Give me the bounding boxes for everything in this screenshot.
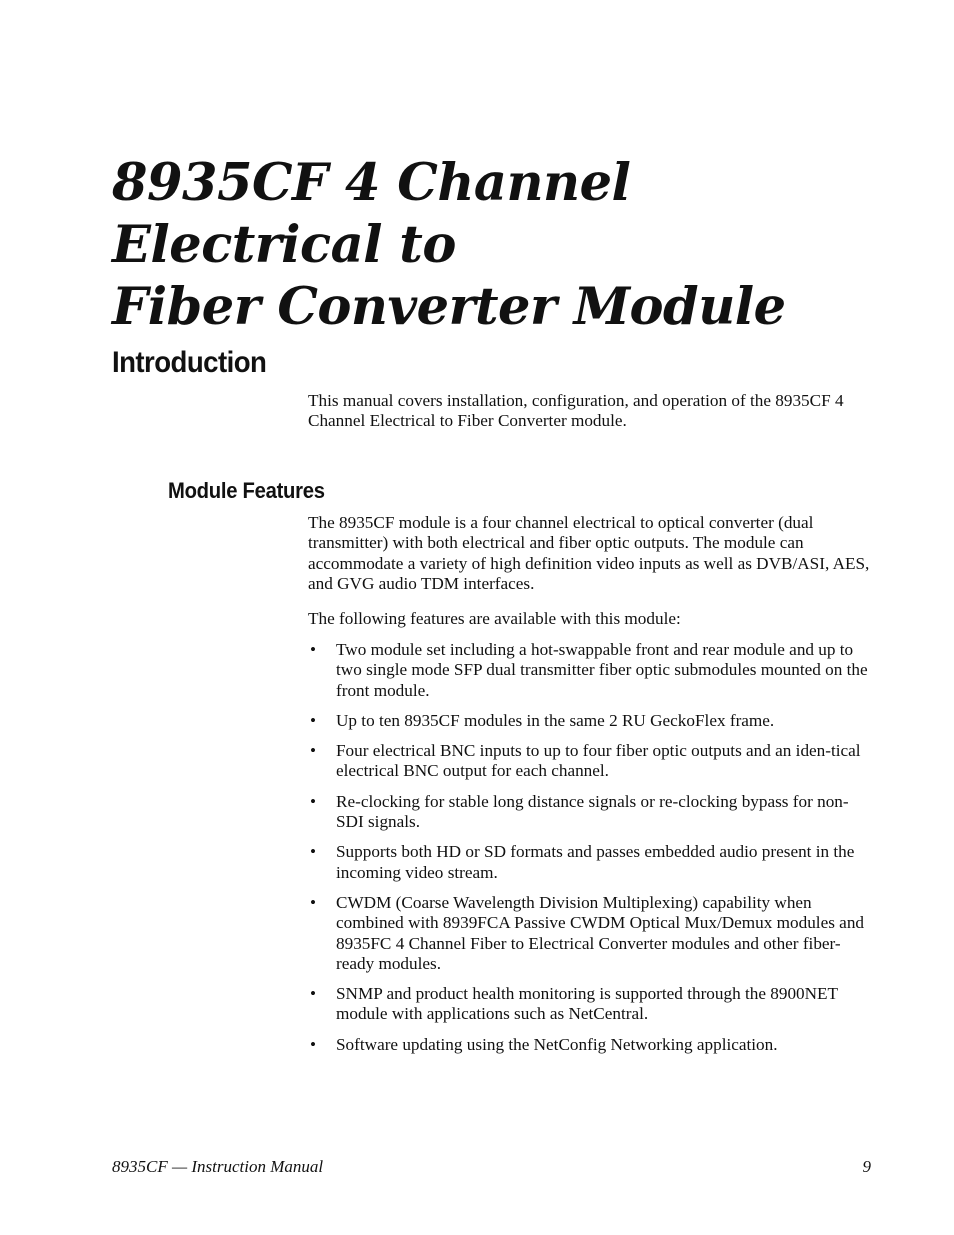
feature-text: Software updating using the NetConfig Networking application. [336,1034,778,1054]
feature-text: CWDM (Coarse Wavelength Division Multiplexing) capability when combined with 8939FCA Passive CWDM Optical Mux/Demux modules and 8935FC 4 Channel Fiber to Electrical Converter modules and other fiber-ready modules. [336,892,865,973]
features-list-item [308,640,874,701]
module-features-paragraph-2: The following features are available with this module: [308,609,681,628]
bullet-icon: • [310,640,317,659]
document-title [112,152,912,338]
footer-manual-title: 8935CF — Instruction Manual [112,1157,324,1176]
bullet-icon: • [310,892,317,912]
feature-text: Supports both HD or SD formats and passes embedded audio present in the incoming video stream. [336,842,855,882]
module-features-heading: Module Features [168,478,325,503]
module-features-paragraph-1: The 8935CF module is a four channel electrical to optical converter (dual transmitter) with both electrical and fiber optic outputs. The module can accommodate a variety of high definition video inputs as well as DVB/ASI, AES, and GVG audio TDM interfaces. [308,513,870,593]
features-list-item [308,984,874,1025]
bullet-icon: • [310,791,317,811]
introduction-heading: Introduction [112,346,267,379]
introduction-paragraph: This manual covers installation, configuration, and operation of the 8935CF 4 Channel Electrical to Fiber Converter module. [308,391,844,431]
bullet-icon: • [310,984,317,1004]
bullet-icon: • [310,710,317,730]
bullet-icon: • [310,842,317,862]
features-list [308,640,874,1065]
feature-text: Up to ten 8935CF modules in the same 2 RU GeckoFlex frame. [336,710,775,730]
features-list-item [308,842,874,883]
features-list-item [308,792,874,833]
features-list-item [308,1035,874,1055]
bullet-icon: • [310,741,317,761]
feature-text: Two module set including a hot-swappable front and rear module and up to two single mode SFP dual transmitter fiber optic submodules mounted on the front module. [336,640,868,700]
features-list-item [308,893,874,974]
feature-text: Four electrical BNC inputs to up to four fiber optic outputs and an iden-tical electrical BNC output for each channel. [336,741,861,781]
feature-text: Re-clocking for stable long distance signals or re-clocking bypass for non-SDI signals. [336,791,849,832]
footer-page-number: 9 [862,1157,871,1176]
bullet-icon: • [310,1034,317,1054]
feature-text: SNMP and product health monitoring is supported through the 8900NET module with applications such as NetCentral. [336,984,838,1024]
features-list-item [308,741,874,782]
document-title-line-2: Fiber Converter Module [112,277,786,337]
features-list-item [308,711,874,731]
document-title-line-1: 8935CF 4 Channel Electrical to [112,153,631,275]
